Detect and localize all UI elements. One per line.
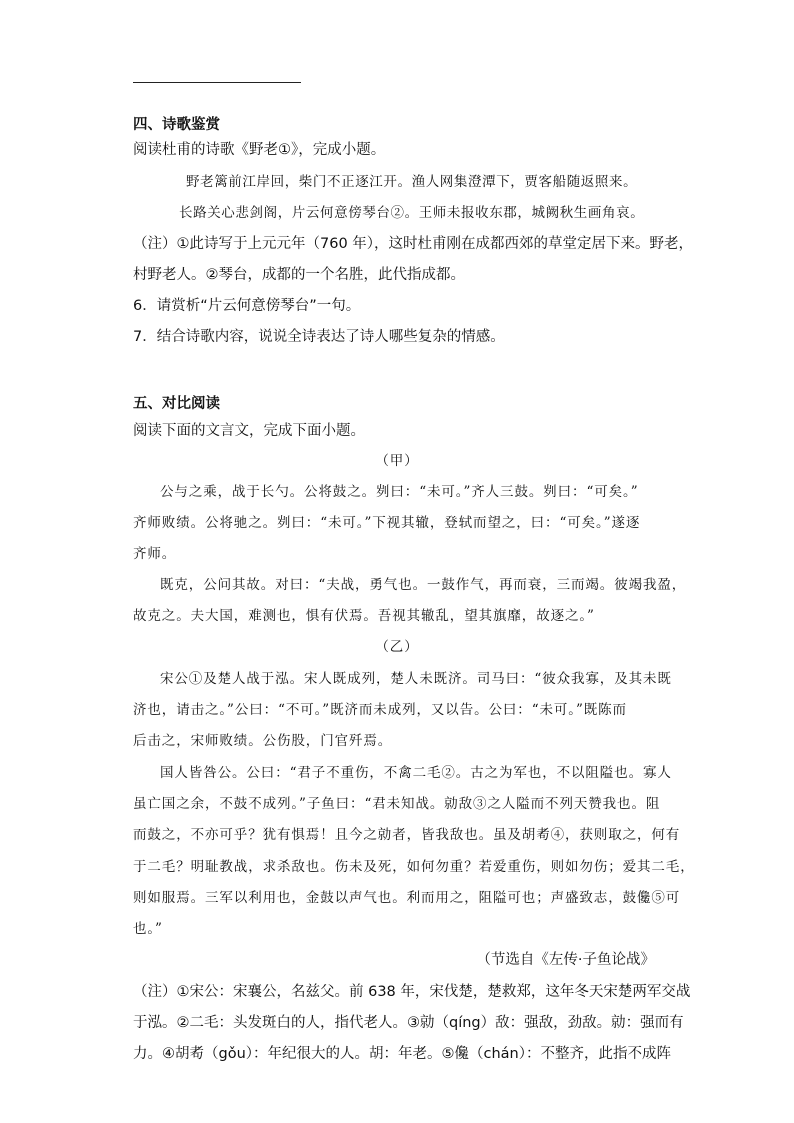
section5-intro: 阅读下面的文言文，完成下面小题。 bbox=[133, 423, 365, 439]
question-7: 7．结合诗歌内容，说说全诗表达了诗人哪些复杂的情感。 bbox=[133, 329, 505, 345]
annotation-line: 于泓。②二毛：头发斑白的人，指代老人。③勍（qíng）敌：强敌，劲敌。勍：强而有 bbox=[133, 1015, 684, 1031]
text-yi-line: 则如服焉。三军以利用也，金鼓以声气也。利而用之，阻隘可也；声盛致志，鼓儳⑤可 bbox=[133, 890, 681, 906]
top-divider-line bbox=[133, 82, 301, 83]
text-yi-line: 于二毛？明耻教战，求杀敌也。伤未及死，如何勿重？若爱重伤，则如勿伤；爱其二毛， bbox=[133, 859, 695, 875]
text-yi-line: 国人皆咎公。公曰：“君子不重伤，不禽二毛②。古之为军也，不以阻隘也。寡人 bbox=[160, 765, 672, 781]
poem-line-1: 野老篱前江岸回，柴门不正逐江开。渔人网集澄潭下，贾客船随返照来。 bbox=[186, 174, 638, 190]
text-yi-title: （乙） bbox=[375, 639, 419, 655]
annotation-line: （注）①宋公：宋襄公，名兹父。前 638 年，宋伐楚，楚救郑，这年冬天宋楚两军交战 bbox=[133, 984, 691, 1000]
text-yi-line: 后击之，宋师败绩。公伤股，门官歼焉。 bbox=[133, 733, 393, 749]
text-jia-line: 既克，公问其故。对曰：“夫战，勇气也。一鼓作气，再而衰，三而竭。彼竭我盈， bbox=[160, 577, 687, 593]
section4-heading: 四、诗歌鉴赏 bbox=[133, 117, 220, 133]
source-citation: （节选自《左传·子鱼论战》 bbox=[476, 952, 655, 968]
poem-note-line-2: 村野老人。②琴台，成都的一个名胜，此代指成都。 bbox=[133, 267, 465, 283]
question-6: 6．请赏析“片云何意傍琴台”一句。 bbox=[133, 298, 361, 314]
text-jia-line: 公与之乘，战于长勺。公将鼓之。刿曰：“未可。”齐人三鼓。刿曰：“可矣。” bbox=[160, 484, 639, 500]
poem-line-2: 长路关心悲剑阁，片云何意傍琴台②。王师未报收东郡，城阙秋生画角哀。 bbox=[179, 205, 645, 221]
text-yi-line: 宋公①及楚人战于泓。宋人既成列，楚人未既济。司马曰：“彼众我寡，及其未既 bbox=[160, 671, 672, 687]
text-jia-line: 故克之。夫大国，难测也，惧有伏焉。吾视其辙乱，望其旗靡，故逐之。” bbox=[133, 608, 595, 624]
poem-note-line-1: （注）①此诗写于上元元年（760 年），这时杜甫刚在成都西郊的草堂定居下来。野老， bbox=[133, 236, 694, 252]
section5-heading: 五、对比阅读 bbox=[133, 396, 220, 412]
text-yi-line: 虽亡国之余，不鼓不成列。”子鱼曰：“君未知战。勍敌③之人隘而不列天赞我也。阻 bbox=[133, 796, 661, 812]
text-jia-title: （甲） bbox=[375, 453, 419, 469]
section4-intro: 阅读杜甫的诗歌《野老①》，完成小题。 bbox=[133, 142, 386, 158]
text-jia-line: 齐师。 bbox=[133, 546, 177, 562]
text-yi-line: 也。” bbox=[133, 921, 163, 937]
text-jia-line: 齐师败绩。公将驰之。刿曰：“未可。”下视其辙，登轼而望之，曰：“可矣。”遂逐 bbox=[133, 515, 641, 531]
text-yi-line: 济也，请击之。”公曰：“不可。”既济而未成列，又以告。公曰：“未可。”既陈而 bbox=[133, 702, 627, 718]
text-yi-line: 而鼓之，不亦可乎？犹有惧焉！且今之勍者，皆我敌也。虽及胡耇④，获则取之，何有 bbox=[133, 827, 681, 843]
annotation-line: 力。④胡耇（gǒu）：年纪很大的人。胡：年老。⑤儳（chán）：不整齐，此指不成阵 bbox=[133, 1046, 671, 1062]
